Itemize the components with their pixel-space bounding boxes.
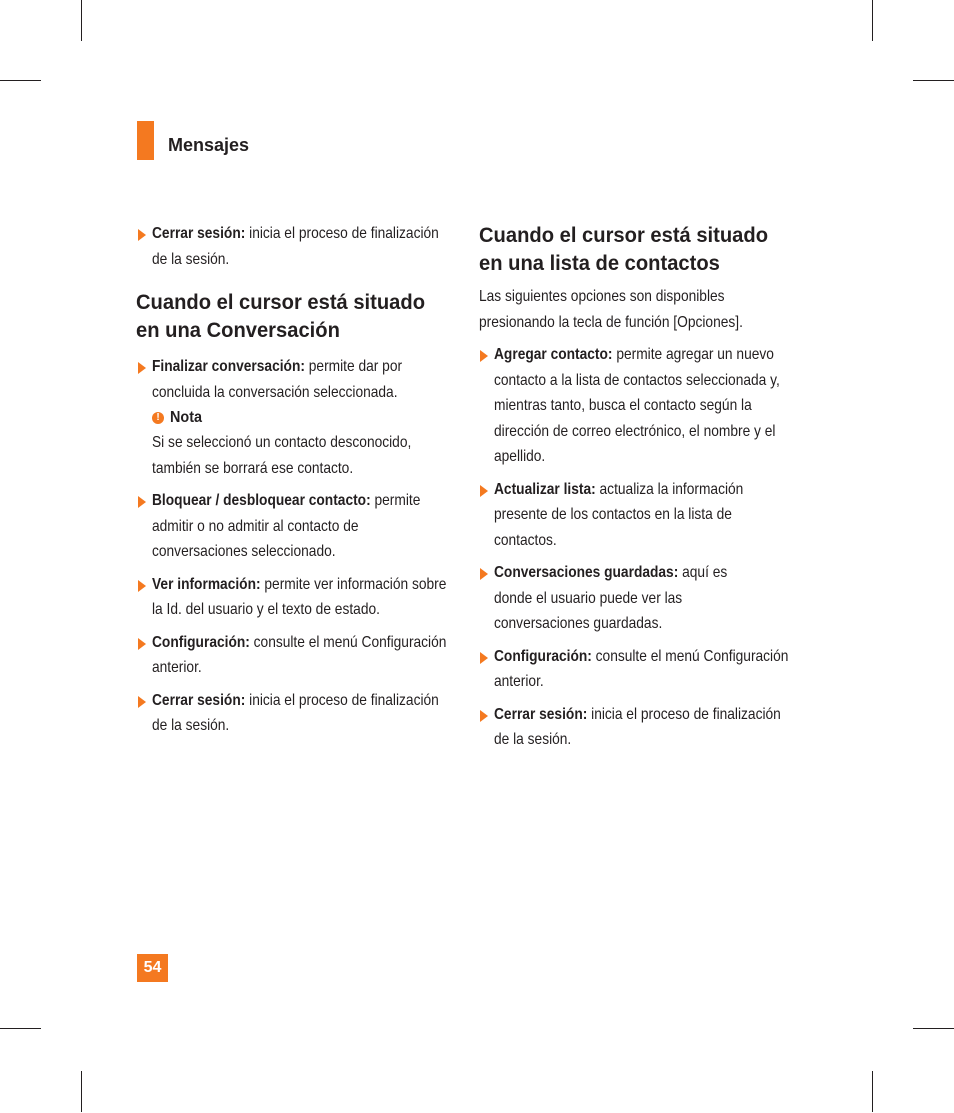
list-item: [478, 702, 791, 753]
item-text: permite agregar un nuevo contacto a la lista de contactos seleccionada y, mientras tanto, busca el contacto según la dirección de correo electrónico, el nombre y el apellido.: [494, 346, 780, 465]
list-item: [478, 560, 791, 637]
item-text: consulte el menú Configuración anterior.: [494, 647, 789, 690]
item-label: Configuración:: [494, 647, 592, 665]
crop-mark-top-right-horizontal: [913, 80, 954, 81]
list-item: [478, 644, 791, 695]
item-text: actualiza la información presente de los contactos en la lista de contactos.: [494, 480, 744, 549]
list-item: [136, 688, 448, 739]
note-text: Si se seleccionó un contacto desconocido, también se borrará ese contacto.: [152, 434, 412, 477]
page-number: 54: [137, 954, 168, 982]
section-heading: Cuando el cursor está situado en una Conversación: [136, 291, 426, 342]
left-column: [136, 221, 448, 739]
right-column: [479, 222, 791, 753]
item-label: Actualizar lista:: [494, 480, 596, 498]
arrow-bullet-icon: [480, 485, 488, 497]
item-label: Finalizar conversación:: [152, 358, 305, 375]
arrow-bullet-icon: [138, 696, 146, 708]
list-item: [136, 572, 448, 623]
list-item: [136, 354, 448, 405]
arrow-bullet-icon: [480, 350, 488, 362]
item-label: Cerrar sesión:: [494, 705, 588, 723]
item-label: Cerrar sesión:: [152, 691, 246, 709]
crop-mark-top-right-vertical: [872, 0, 873, 41]
item-label: Bloquear / desbloquear contacto:: [152, 492, 371, 509]
section-heading: Cuando el cursor está situado en una lista de contactos: [479, 224, 769, 275]
item-text: permite ver información sobre la Id. del usuario y el texto de estado.: [152, 575, 447, 618]
list-item: [136, 630, 448, 681]
section-title: Mensajes: [168, 135, 250, 155]
arrow-bullet-icon: [138, 580, 146, 592]
item-label: Configuración:: [152, 633, 250, 651]
item-label: Conversaciones guardadas:: [494, 564, 679, 581]
note-label: Nota: [170, 409, 203, 426]
arrow-bullet-icon: [480, 652, 488, 664]
crop-mark-top-left-vertical: [81, 0, 82, 41]
crop-mark-bottom-left-horizontal: [0, 1028, 41, 1029]
arrow-bullet-icon: [480, 568, 488, 580]
crop-mark-top-left-horizontal: [0, 80, 41, 81]
warning-icon: !: [152, 412, 164, 424]
section-marker-bar: [137, 121, 154, 160]
arrow-bullet-icon: [138, 638, 146, 650]
note-header: [152, 405, 448, 430]
arrow-bullet-icon: [480, 710, 488, 722]
item-text: inicia el proceso de finalización de la sesión.: [152, 225, 439, 268]
arrow-bullet-icon: [138, 496, 146, 508]
intro-paragraph: Las siguientes opciones son disponibles presionando la tecla de función [Opciones].: [479, 288, 743, 331]
item-text: inicia el proceso de finalización de la sesión.: [152, 691, 439, 734]
item-label: Cerrar sesión:: [152, 225, 246, 242]
crop-mark-bottom-right-horizontal: [913, 1028, 954, 1029]
list-item: [478, 342, 791, 470]
item-text: inicia el proceso de finalización de la sesión.: [494, 705, 781, 748]
list-item: [478, 477, 791, 554]
arrow-bullet-icon: [138, 362, 146, 374]
crop-mark-bottom-left-vertical: [81, 1071, 82, 1112]
item-text: permite admitir o no admitir al contacto de conversaciones seleccionado.: [152, 492, 421, 560]
item-text: consulte el menú Configuración anterior.: [152, 633, 447, 676]
item-text: aquí es donde el usuario puede ver las conversaciones guardadas.: [494, 564, 728, 632]
item-text: permite dar por concluida la conversación seleccionada.: [152, 358, 403, 401]
item-label: Agregar contacto:: [494, 346, 613, 363]
list-item: [136, 221, 448, 272]
item-label: Ver información:: [152, 575, 261, 593]
list-item: [136, 488, 448, 565]
crop-mark-bottom-right-vertical: [872, 1071, 873, 1112]
arrow-bullet-icon: [138, 229, 146, 241]
